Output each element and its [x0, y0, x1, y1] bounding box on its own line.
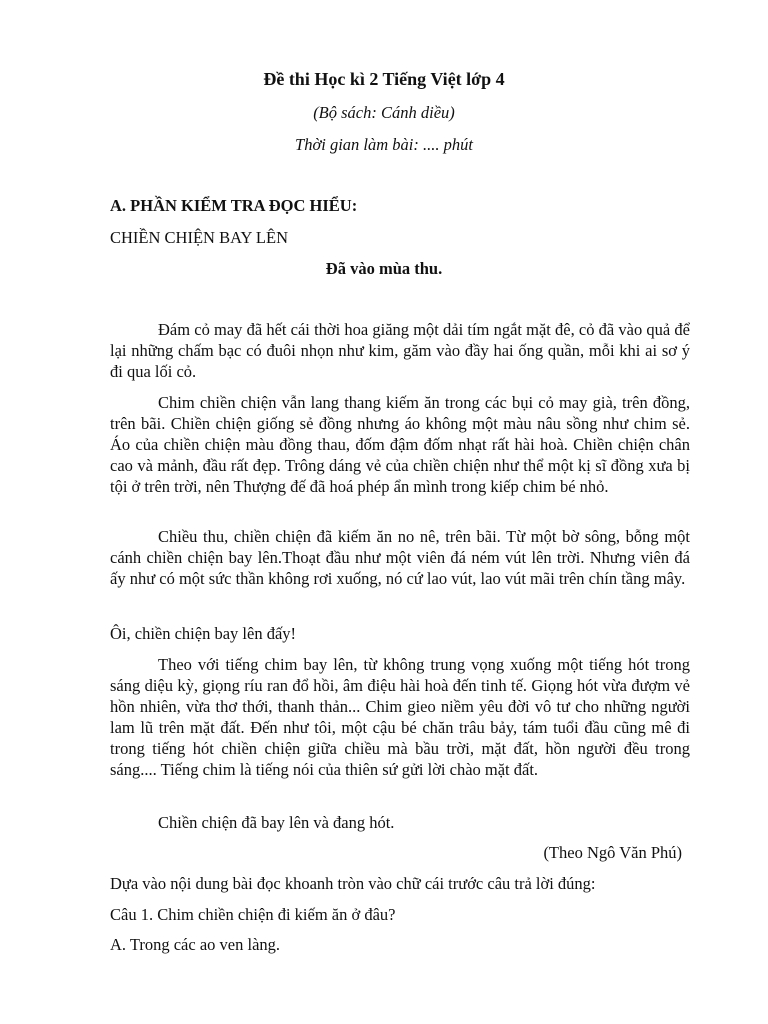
paragraph-6: Chiền chiện đã bay lên và đang hót. [158, 813, 395, 832]
section-heading: A. PHẦN KIỂM TRA ĐỌC HIỂU: [110, 196, 358, 215]
question-instruction: Dựa vào nội dung bài đọc khoanh tròn vào chữ cái trước câu trả lời đúng: [110, 874, 596, 893]
paragraph-4: Ôi, chiền chiện bay lên đấy! [110, 624, 297, 643]
paragraph-5: Theo với tiếng chim bay lên, từ không trung vọng xuống một tiếng hót trong sáng diệu kỳ, giọng ríu ran đổ hồi, âm điệu hài hoà đến tinh tế. Giọng hót vừa đượm vẻ hồn nhiên, vừa thơ thới, thanh thản... Chim gieo niềm yêu đời vô tư cho những người lam lũ trên mặt đất. Đến như tôi, một cậu bé chăn trâu bảy, tám tuổi đầu cũng mê đi trong tiếng hót chiền chiện giữa chiều mà bầu trời, mặt đất, hồn người đều trong sáng.... Tiếng chim là tiếng nói của thiên sứ gửi lời chào mặt đất. [110, 655, 690, 779]
paragraph-2: Chim chiền chiện vẫn lang thang kiếm ăn trong các bụi cỏ may già, trên đồng, trên bãi. Chiền chiện giống sẻ đồng nhưng áo không một màu nâu sồng như chim sẻ. Áo của chiền chiện màu đồng thau, đốm đậm đốm nhạt rất hài hoà. Chiền chiện chân cao và mảnh, đầu rất đẹp. Trông dáng vẻ của chiền chiện như thể một kị sĩ đồng xưa bị tội ở trên trời, nên Thượng đế đã hoá phép ẩn mình trong kiếp chim bé nhỏ. [110, 393, 690, 496]
story-title: CHIỀN CHIỆN BAY LÊN [110, 228, 288, 247]
paragraph-3: Chiều thu, chiền chiện đã kiếm ăn no nê, trên bãi. Từ một bờ sông, bỗng một cánh chiền chiện bay lên.Thoạt đầu như một viên đá ném vút lên trời. Nhưng viên đá ấy như có một sức thần không rơi xuống, nó cứ lao vút, lao vút mãi trên chín tầng mây. [110, 527, 690, 588]
story-intro: Đã vào mùa thu. [325, 259, 443, 278]
book-series: (Bộ sách: Cánh diều) [313, 103, 455, 122]
question-1: Câu 1. Chim chiền chiện đi kiếm ăn ở đâu? [110, 905, 396, 924]
time-allowed: Thời gian làm bài: .... phút [295, 135, 473, 154]
story-source: (Theo Ngô Văn Phú) [543, 843, 682, 862]
exam-title: Đề thi Học kì 2 Tiếng Việt lớp 4 [263, 69, 505, 89]
paragraph-1: Đám cỏ may đã hết cái thời hoa giăng một dải tím ngắt mặt đê, cỏ đã vào quả để lại những chấm bạc có đuôi nhọn như kim, găm vào đầy hai ống quần, mỗi khi ai sơ ý đi qua lối cỏ. [110, 320, 690, 381]
question-1-option-a: A. Trong các ao ven làng. [110, 935, 281, 954]
